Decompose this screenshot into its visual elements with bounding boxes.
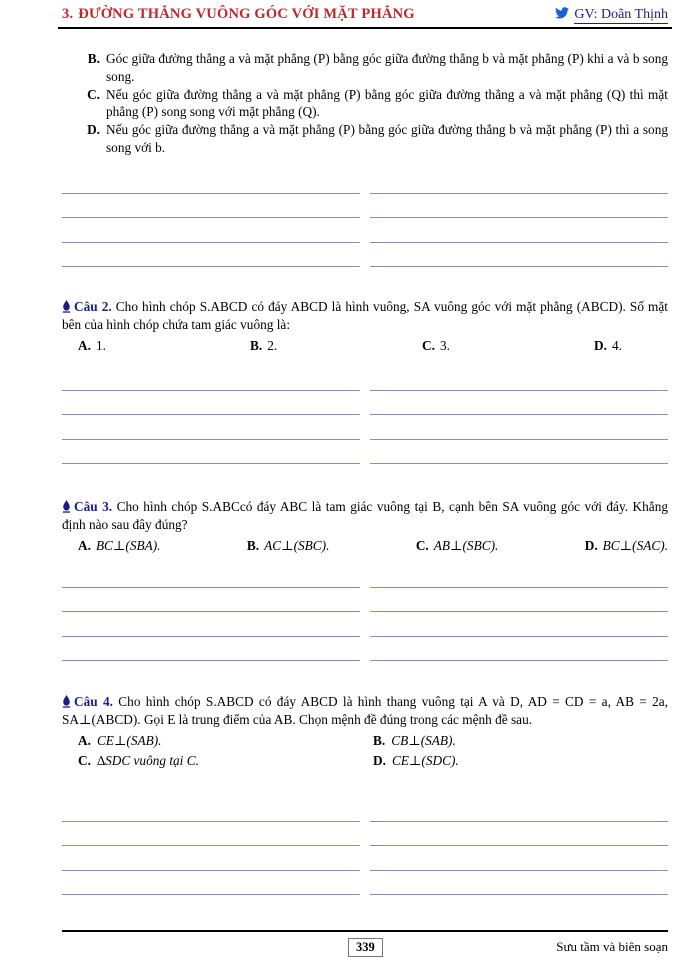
cau-4-statement xyxy=(62,693,668,729)
question-1-choices xyxy=(62,50,668,157)
pen-nib-icon xyxy=(62,300,71,313)
answer-lines-block-2 xyxy=(62,366,668,464)
answer-line[interactable] xyxy=(62,440,360,465)
cau-2-option-c[interactable] xyxy=(422,337,594,356)
answer-line[interactable] xyxy=(370,169,668,194)
cau-3-option-d[interactable] xyxy=(585,537,668,556)
section-title-text: ĐƯỜNG THẲNG VUÔNG GÓC VỚI MẶT PHẲNG xyxy=(78,6,415,22)
cau-4-option-d[interactable] xyxy=(373,752,668,771)
choice-text: Nếu góc giữa đường thẳng a và mặt phẳng (P) bằng góc giữa đường thẳng a và mặt phẳng (Q) thì mặt phẳng (P) song song với mặt phẳng (Q). xyxy=(106,86,668,120)
answer-lines-block-4 xyxy=(62,797,668,895)
choice-text: Nếu góc giữa đường thẳng a và mặt phẳng (P) bằng góc giữa đường thẳng b và mặt phẳng (P) thì a song song với b. xyxy=(106,122,668,156)
choice-c[interactable] xyxy=(62,86,668,122)
cau-4-label: Câu 4. xyxy=(74,694,113,709)
choice-label: B. xyxy=(87,51,100,66)
choice-d[interactable] xyxy=(62,121,668,157)
option-text: ∆SDC vuông tại C. xyxy=(96,753,199,769)
answer-lines-column-right xyxy=(370,563,668,661)
answer-lines-column-right xyxy=(370,169,668,267)
option-label: A. xyxy=(78,537,91,553)
question-cau-3 xyxy=(62,498,668,555)
answer-line[interactable] xyxy=(62,797,360,822)
option-text: BC⊥(SAC). xyxy=(602,537,668,553)
answer-lines-block-3 xyxy=(62,563,668,661)
cau-2-options xyxy=(62,337,668,356)
option-label: A. xyxy=(78,732,91,748)
answer-line[interactable] xyxy=(62,822,360,847)
cau-4-option-a[interactable] xyxy=(78,732,373,751)
option-text: AC⊥(SBC). xyxy=(264,537,330,553)
answer-line[interactable] xyxy=(62,218,360,243)
option-label: C. xyxy=(415,537,429,553)
header-author-group xyxy=(555,6,668,24)
page-footer xyxy=(62,938,668,958)
answer-lines-column-left xyxy=(62,169,360,267)
answer-lines-block-1 xyxy=(62,169,668,267)
answer-line[interactable] xyxy=(370,637,668,662)
answer-lines-column-right xyxy=(370,797,668,895)
answer-line[interactable] xyxy=(62,846,360,871)
choice-label: C. xyxy=(87,86,100,102)
page-number-badge: 339 xyxy=(348,938,383,957)
cau-4-text: Cho hình chóp S.ABCD có đáy ABCD là hình thang vuông tại A và D, AD = CD = a, AB = 2a, SA⊥(ABCD). Gọi E là trung điểm của AB. Chọn mệnh đề đúng trong các mệnh đề sau. xyxy=(62,694,669,727)
footer-note: Sưu tầm và biên soạn xyxy=(556,939,668,954)
option-label: D. xyxy=(594,337,607,353)
cau-2-option-b[interactable] xyxy=(250,337,422,356)
answer-line[interactable] xyxy=(370,243,668,268)
cau-2-label: Câu 2. xyxy=(74,299,112,314)
cau-3-text: Cho hình chóp S.ABCcó đáy ABC là tam giác vuông tại B, cạnh bên SA vuông góc với đáy. Khẳng định nào sau đây đúng? xyxy=(62,499,668,532)
option-text: AB⊥(SBC). xyxy=(433,537,499,553)
option-text: 4. xyxy=(611,337,622,353)
option-text: 1. xyxy=(95,337,106,353)
answer-lines-column-left xyxy=(62,366,360,464)
answer-line[interactable] xyxy=(370,612,668,637)
option-label: B. xyxy=(250,337,263,353)
choice-label: D. xyxy=(87,122,100,138)
choice-text: Góc giữa đường thẳng a và mặt phẳng (P) bằng góc giữa đường thẳng b và mặt phẳng (P) khi a và b song song. xyxy=(106,51,668,84)
answer-line[interactable] xyxy=(62,391,360,416)
answer-line[interactable] xyxy=(62,366,360,391)
page-header xyxy=(62,6,668,28)
choice-b[interactable] xyxy=(62,50,668,86)
answer-line[interactable] xyxy=(370,822,668,847)
option-text: 3. xyxy=(439,337,450,353)
option-label: B. xyxy=(246,537,260,553)
answer-line[interactable] xyxy=(62,243,360,268)
answer-line[interactable] xyxy=(370,391,668,416)
answer-line[interactable] xyxy=(62,563,360,588)
answer-line[interactable] xyxy=(370,797,668,822)
cau-4-options xyxy=(62,732,668,771)
cau-3-statement xyxy=(62,498,668,534)
option-label: A. xyxy=(78,337,91,353)
answer-line[interactable] xyxy=(370,194,668,219)
author-label: GV: Doãn Thịnh xyxy=(574,7,668,22)
option-label: C. xyxy=(422,337,435,353)
answer-line[interactable] xyxy=(62,871,360,896)
option-text: CE⊥(SDC). xyxy=(391,753,459,769)
option-label: D. xyxy=(584,537,598,553)
answer-line[interactable] xyxy=(370,440,668,465)
answer-line[interactable] xyxy=(62,415,360,440)
page-title xyxy=(62,6,415,23)
answer-line[interactable] xyxy=(62,169,360,194)
question-cau-4 xyxy=(62,693,668,771)
cau-2-option-d[interactable] xyxy=(594,337,622,356)
option-text: 2. xyxy=(267,337,278,353)
answer-line[interactable] xyxy=(370,218,668,243)
answer-line[interactable] xyxy=(370,846,668,871)
answer-line[interactable] xyxy=(62,194,360,219)
pen-nib-icon xyxy=(62,695,71,708)
pen-nib-icon xyxy=(62,500,71,513)
cau-3-options xyxy=(62,537,668,556)
answer-lines-column-left xyxy=(62,797,360,895)
cau-2-text: Cho hình chóp S.ABCD có đáy ABCD là hình vuông, SA vuông góc với mặt phẳng (ABCD). Số mặt bên của hình chóp chứa tam giác vuông là: xyxy=(62,299,668,332)
answer-line[interactable] xyxy=(62,588,360,613)
answer-line[interactable] xyxy=(370,563,668,588)
option-label: C. xyxy=(78,753,91,769)
answer-line[interactable] xyxy=(370,366,668,391)
answer-line[interactable] xyxy=(370,871,668,896)
option-label: B. xyxy=(373,732,386,748)
option-label: D. xyxy=(373,753,386,769)
answer-line[interactable] xyxy=(62,637,360,662)
cau-4-option-b[interactable] xyxy=(373,732,668,751)
cau-2-statement xyxy=(62,298,668,334)
answer-line[interactable] xyxy=(62,612,360,637)
option-text: BC⊥(SBA). xyxy=(95,537,161,553)
option-text: CB⊥(SAB). xyxy=(391,732,456,748)
question-cau-2 xyxy=(62,298,668,355)
cau-3-option-a[interactable] xyxy=(78,537,247,556)
answer-line[interactable] xyxy=(370,415,668,440)
option-text: CE⊥(SAB). xyxy=(96,732,162,748)
cau-3-option-c[interactable] xyxy=(416,537,585,556)
twitter-bird-icon xyxy=(555,7,569,19)
answer-lines-column-left xyxy=(62,563,360,661)
header-divider xyxy=(58,27,672,29)
cau-3-label: Câu 3. xyxy=(74,499,113,514)
footer-divider xyxy=(62,930,668,932)
cau-2-option-a[interactable] xyxy=(78,337,250,356)
answer-lines-column-right xyxy=(370,366,668,464)
cau-3-option-b[interactable] xyxy=(247,537,416,556)
cau-4-option-c[interactable] xyxy=(78,752,373,771)
answer-line[interactable] xyxy=(370,588,668,613)
section-number: 3. xyxy=(62,6,74,22)
